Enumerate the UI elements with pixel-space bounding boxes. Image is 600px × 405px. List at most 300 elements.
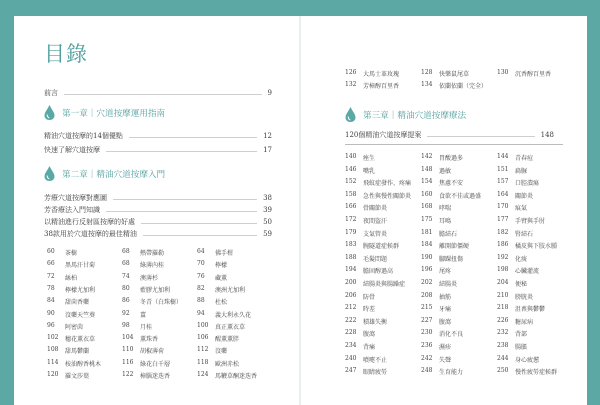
list-item[interactable]	[345, 191, 411, 200]
entry-text: 防骨	[363, 293, 376, 301]
entry-text: 飛蚊症發作、疼痛	[363, 180, 412, 188]
list-item[interactable]	[122, 273, 158, 282]
entry-text: 過敏	[439, 167, 452, 175]
entry-text: 腸脹	[515, 344, 528, 351]
page-number: 248	[421, 367, 433, 375]
toc-entry[interactable]	[345, 130, 554, 140]
page-number: 128	[421, 69, 433, 76]
entry-text: 膽固醇過高	[363, 268, 394, 276]
toc-entry[interactable]	[44, 229, 272, 239]
right-page	[301, 16, 587, 405]
list-item[interactable]	[421, 279, 457, 288]
entry-text: 胃酸過多	[439, 155, 464, 162]
entry-text: 背部	[515, 331, 528, 339]
entry-text: 腹瀉	[363, 331, 376, 339]
list-item[interactable]	[345, 229, 387, 238]
list-item[interactable]	[345, 81, 399, 90]
page-number: 132	[345, 81, 357, 88]
toc-entry[interactable]	[44, 205, 272, 215]
list-item[interactable]	[345, 266, 393, 275]
list-item[interactable]	[345, 241, 399, 250]
list-item[interactable]	[421, 216, 451, 225]
entry-text: 醒薰薰胖	[215, 336, 240, 344]
page-number: 94	[197, 309, 205, 317]
page-number: 104	[122, 334, 134, 342]
list-item[interactable]	[122, 371, 170, 380]
list-item[interactable]	[122, 359, 170, 368]
page-number: 188	[345, 253, 357, 261]
page-number: 112	[197, 346, 209, 354]
list-item[interactable]	[122, 285, 170, 294]
toc-entry-label: 以精油進行反射區按摩的好處	[44, 218, 135, 226]
entry-text: 離開節僵硬	[439, 243, 470, 251]
entry-text: 澳洲尤加利	[215, 286, 246, 294]
entry-text: 膽結石	[439, 230, 458, 238]
oil-drop-icon	[43, 165, 56, 182]
list-item[interactable]	[497, 304, 545, 313]
entry-text: 扁脲	[515, 167, 528, 175]
page-number: 108	[47, 346, 59, 354]
page-number: 183	[345, 241, 357, 249]
list-item[interactable]	[345, 317, 387, 326]
page-number: 196	[421, 266, 433, 274]
page-number: 120	[47, 371, 59, 378]
list-item[interactable]	[345, 166, 375, 175]
entry-text: 抽筋	[439, 293, 452, 301]
list-item[interactable]	[197, 285, 245, 294]
entry-text: 急性與慢性關節炎	[363, 192, 412, 200]
leader-line	[64, 94, 262, 95]
list-item[interactable]	[497, 342, 527, 351]
chapter-heading-3[interactable]	[344, 106, 466, 123]
list-item[interactable]	[497, 367, 557, 376]
list-item[interactable]	[421, 355, 451, 364]
entry-text: 黑馬汗甘菊	[65, 262, 96, 270]
list-item[interactable]	[497, 229, 533, 238]
page-number: 194	[345, 266, 357, 274]
page-number: 90	[47, 309, 55, 317]
page-number: 164	[497, 190, 509, 198]
page-number: 148	[421, 165, 433, 173]
entry-text: 噴嚏不止	[363, 356, 388, 364]
entry-text: 桉油醇香桃木	[65, 360, 102, 368]
list-item[interactable]	[197, 359, 239, 368]
page-number: 68	[122, 248, 130, 255]
page-number: 181	[421, 228, 433, 236]
page-title: 目錄	[44, 42, 88, 66]
list-item[interactable]	[421, 229, 457, 238]
list-item[interactable]	[421, 317, 451, 326]
list-item[interactable]	[497, 317, 533, 326]
page-number: 122	[122, 371, 134, 378]
entry-text: 焦慮不安	[439, 180, 464, 188]
entry-text: 真正薰衣草	[215, 323, 246, 331]
left-page	[14, 16, 300, 405]
entry-text: 沒藥	[215, 348, 228, 356]
chapter-heading-1[interactable]	[43, 104, 165, 121]
page-number: 154	[421, 178, 433, 186]
entry-text: 濕疹	[439, 344, 452, 351]
entry-text: 痤生	[363, 155, 376, 162]
entry-text: 義大利永久花	[215, 311, 252, 319]
leader-line	[427, 136, 534, 137]
leader-line	[106, 211, 257, 212]
entry-text: 心臟灌流	[515, 268, 540, 276]
page-number: 247	[345, 367, 357, 375]
page-number: 215	[421, 304, 433, 312]
page-number: 88	[197, 297, 205, 305]
entry-text: 結腸炎	[439, 281, 458, 288]
page-number: 146	[345, 165, 357, 173]
page-number: 222	[345, 316, 357, 324]
entry-text: 綠花白千層	[140, 360, 171, 368]
list-item[interactable]	[497, 178, 539, 187]
page-number: 118	[197, 358, 209, 366]
entry-text: 胡椒薄荷	[140, 348, 165, 356]
toc-entry-label: 精油穴道按摩的14個優點	[44, 132, 123, 140]
list-item[interactable]	[421, 266, 451, 275]
list-item[interactable]	[197, 334, 239, 343]
list-item[interactable]	[47, 248, 77, 257]
entry-text: 眼睛疲勞	[363, 369, 388, 377]
page-number: 68	[122, 260, 130, 268]
toc-entry-label: 快速了解穴道按摩	[44, 146, 100, 154]
list-item[interactable]	[122, 248, 164, 257]
page-number: 142	[421, 153, 433, 160]
list-item[interactable]	[197, 310, 251, 319]
list-item[interactable]	[345, 292, 375, 301]
entry-text: 關節炎	[515, 192, 534, 200]
page-number: 184	[421, 241, 433, 249]
list-item[interactable]	[47, 371, 89, 380]
entry-text: 結腸炎與腸躁症	[363, 281, 406, 288]
entry-text: 藏薰	[215, 274, 228, 282]
page-number: 84	[47, 297, 55, 305]
entry-text: 芳樟醇百里香	[363, 83, 400, 90]
entry-text: 甜馬鬱蘭	[65, 348, 90, 356]
list-item[interactable]	[47, 260, 95, 269]
page-number: 144	[497, 153, 509, 160]
page-number: 242	[421, 354, 433, 362]
list-item[interactable]	[421, 254, 463, 263]
page-number: 190	[421, 253, 433, 261]
entry-text: 口腔潰瘍	[515, 180, 540, 188]
list-item[interactable]	[345, 304, 375, 313]
oil-drop-icon	[344, 106, 357, 123]
toc-entry-preface[interactable]	[44, 88, 272, 98]
page-number: 192	[497, 253, 509, 261]
entry-text: 哮喘	[439, 205, 452, 213]
list-item[interactable]	[345, 367, 387, 376]
list-item[interactable]	[122, 334, 158, 343]
entry-text: 大馬士革玫瑰	[363, 71, 400, 78]
entry-text: 身心疲憊	[515, 356, 540, 364]
toc-entry-page: 59	[263, 230, 272, 238]
page-number: 226	[497, 316, 509, 324]
page-number: 166	[345, 203, 357, 211]
entry-text: 杜松	[215, 299, 228, 307]
list-item[interactable]	[497, 355, 539, 364]
page-number: 100	[197, 321, 209, 329]
list-item[interactable]	[47, 273, 77, 282]
list-item[interactable]	[421, 153, 463, 162]
list-item[interactable]	[197, 297, 227, 306]
entry-text: 手臂與手肘	[515, 218, 546, 225]
list-item[interactable]	[197, 346, 227, 355]
list-item[interactable]	[122, 260, 164, 269]
entry-text: 薰珠香	[140, 336, 159, 344]
page-number: 151	[497, 165, 509, 173]
entry-text: 膀胱炎	[515, 293, 534, 301]
toc-entry[interactable]	[44, 217, 272, 227]
entry-text: 馬鞭草酮迷迭香	[215, 373, 258, 380]
toc-entry-page: 9	[267, 89, 272, 97]
page-number: 158	[345, 190, 357, 198]
toc-entry[interactable]	[44, 131, 272, 141]
list-item[interactable]	[497, 191, 533, 200]
page-number: 70	[197, 260, 205, 268]
page-number: 96	[47, 321, 55, 329]
toc-entry-label: 120個精油穴道按摩提案	[345, 131, 422, 139]
page-number: 218	[497, 304, 509, 312]
page-number: 86	[122, 297, 130, 305]
page-number: 106	[197, 334, 209, 342]
list-item[interactable]	[197, 371, 257, 380]
list-item[interactable]	[421, 367, 463, 376]
page-number: 250	[497, 367, 509, 375]
chapter-heading-2[interactable]	[43, 165, 165, 182]
entry-text: 沒藥天竺葵	[65, 311, 96, 319]
entry-text: 牙痛	[439, 306, 452, 314]
entry-text: 腎結石	[515, 230, 534, 238]
list-item[interactable]	[345, 153, 375, 162]
leader-line	[143, 235, 257, 236]
entry-text: 糖尿病	[515, 318, 534, 326]
page-number: 202	[421, 279, 433, 286]
toc-entry-label: 芳療穴道按摩對應圖	[44, 194, 107, 202]
entry-text: 熱帶羅勒	[140, 250, 165, 257]
list-item[interactable]	[421, 81, 487, 90]
toc-entry[interactable]	[44, 193, 272, 203]
page-number: 124	[197, 371, 209, 378]
list-item[interactable]	[47, 359, 101, 368]
list-item[interactable]	[421, 191, 481, 200]
entry-text: 月桂	[140, 323, 153, 331]
page-number: 130	[497, 69, 509, 76]
page-number: 186	[497, 241, 509, 249]
entry-text: 佛手柑	[215, 250, 234, 257]
page-number: 78	[47, 284, 55, 292]
page-number: 98	[122, 321, 130, 329]
page-number: 227	[421, 316, 433, 324]
list-item[interactable]	[421, 69, 469, 78]
toc-entry-page: 17	[263, 146, 272, 154]
entry-text: 甜茴香藥	[65, 299, 90, 307]
page-number: 64	[197, 248, 205, 255]
list-item[interactable]	[197, 322, 245, 331]
list-item[interactable]	[345, 254, 387, 263]
entry-text: 茶樹	[65, 250, 78, 257]
entry-text: 尾疼	[439, 268, 452, 276]
toc-entry-page: 39	[263, 206, 272, 214]
list-item[interactable]	[497, 292, 533, 301]
page-number: 160	[421, 190, 433, 198]
page-number: 102	[47, 334, 59, 342]
entry-text: 羅文莎葉	[65, 373, 90, 380]
list-item[interactable]	[47, 285, 95, 294]
entry-text: 生育能力	[439, 369, 464, 377]
list-item[interactable]	[47, 310, 95, 319]
page-number: 212	[345, 304, 357, 312]
list-item[interactable]	[497, 254, 527, 263]
page-number: 74	[122, 272, 130, 280]
page-number: 110	[122, 346, 134, 354]
page-number: 114	[47, 358, 59, 366]
page-number: 198	[497, 266, 509, 274]
list-item[interactable]	[421, 203, 451, 212]
list-item[interactable]	[122, 322, 152, 331]
entry-text: 痕氣	[515, 205, 528, 213]
entry-text: 毛髮問題	[363, 255, 388, 263]
list-item[interactable]	[497, 279, 527, 288]
entry-text: 薑	[140, 311, 147, 319]
page-number: 76	[197, 272, 205, 280]
entry-text: 絲柏	[65, 274, 78, 282]
page-number: 126	[345, 69, 357, 76]
entry-text: 青春痘	[515, 155, 534, 162]
page-number: 228	[345, 329, 357, 337]
leader-line	[106, 151, 257, 152]
entry-text: 耳鳴	[439, 218, 452, 225]
entry-text: 便秘	[515, 281, 528, 288]
chapter-title: 第三章｜精油穴道按摩療法	[363, 110, 467, 121]
entry-text: 腕隧道症候群	[363, 243, 400, 251]
page-number: 157	[497, 178, 509, 186]
page-number: 234	[345, 342, 357, 349]
page-number: 82	[197, 284, 205, 292]
page-number: 134	[421, 81, 433, 88]
list-item[interactable]	[421, 292, 451, 301]
page-number: 210	[497, 291, 509, 299]
list-item[interactable]	[497, 69, 551, 78]
toc-entry-page: 12	[263, 132, 272, 140]
toc-entry-label: 38款用於穴道按摩的最佳精油	[44, 230, 137, 238]
list-item[interactable]	[122, 310, 146, 319]
page-number: 236	[421, 342, 433, 349]
list-item[interactable]	[497, 203, 527, 212]
toc-entry[interactable]	[44, 145, 272, 155]
list-item[interactable]	[345, 203, 387, 212]
list-item[interactable]	[497, 241, 557, 250]
list-item[interactable]	[47, 346, 89, 355]
entry-text: 歐洲赤松	[215, 360, 240, 368]
list-item[interactable]	[47, 297, 89, 306]
page-number: 60	[47, 248, 55, 255]
entry-text: 背痛	[363, 344, 376, 351]
entry-text: 綠薄內桂	[140, 262, 165, 270]
leader-line	[129, 137, 257, 138]
list-item[interactable]	[47, 334, 95, 343]
list-item[interactable]	[345, 342, 375, 351]
list-item[interactable]	[345, 355, 387, 364]
entry-text: 腳踝扭傷	[439, 255, 464, 263]
entry-text: 橘皮與下肢水腫	[515, 243, 558, 251]
list-item[interactable]	[122, 346, 164, 355]
list-item[interactable]	[421, 166, 451, 175]
page-number: 232	[497, 329, 509, 337]
entry-text: 骨關節炎	[363, 205, 388, 213]
list-item[interactable]	[497, 329, 527, 338]
list-item[interactable]	[421, 329, 463, 338]
entry-text: 夜間盜汗	[363, 218, 388, 225]
list-item[interactable]	[122, 297, 182, 306]
list-item[interactable]	[421, 342, 451, 351]
page-number: 152	[345, 178, 357, 186]
entry-text: 樟腦迷迭香	[140, 373, 171, 380]
entry-text: 依蘭依蘭（完全）	[439, 83, 488, 90]
list-item[interactable]	[421, 304, 451, 313]
list-item[interactable]	[345, 329, 375, 338]
list-item[interactable]	[421, 241, 469, 250]
page-number: 72	[47, 272, 55, 280]
page-number: 168	[421, 203, 433, 211]
entry-text: 檸檬	[215, 262, 228, 270]
chapter-title: 第一章｜穴道按摩運用指南	[62, 108, 166, 119]
toc-entry-label: 芳香療法入門知識	[44, 206, 100, 214]
entry-text: 澳薄杉	[140, 274, 159, 282]
page-number: 240	[345, 354, 357, 362]
entry-text: 沮喪與鬱鬱	[515, 306, 546, 314]
page-number: 140	[345, 153, 357, 160]
page-number: 244	[497, 354, 509, 362]
list-item[interactable]	[345, 178, 411, 187]
list-item[interactable]	[47, 322, 83, 331]
list-item[interactable]	[345, 279, 405, 288]
entry-text: 沉香醇百里香	[515, 71, 552, 78]
page-number: 182	[497, 228, 509, 236]
entry-text: 檸檬尤加利	[65, 286, 96, 294]
list-item[interactable]	[197, 273, 227, 282]
list-item[interactable]	[345, 216, 387, 225]
list-item[interactable]	[345, 69, 399, 78]
toc-entry-page: 148	[540, 131, 554, 139]
entry-text: 慢性疲勞症候群	[515, 369, 558, 377]
entry-text: 快樂鼠尾草	[439, 71, 470, 78]
page-number: 208	[421, 291, 433, 299]
page-number: 200	[345, 279, 357, 286]
page-number: 206	[345, 291, 357, 299]
page-number: 116	[122, 358, 134, 366]
list-item[interactable]	[497, 216, 545, 225]
page-number: 204	[497, 279, 509, 286]
list-item[interactable]	[421, 178, 463, 187]
list-item[interactable]	[197, 248, 233, 257]
toc-entry-page: 50	[263, 218, 272, 226]
list-item[interactable]	[497, 266, 539, 275]
page-number: 172	[345, 216, 357, 223]
entry-text: 冬青（白珠樹）	[140, 299, 183, 307]
leader-line	[141, 223, 257, 224]
list-item[interactable]	[497, 166, 527, 175]
entry-text: 化痰	[515, 255, 528, 263]
list-item[interactable]	[497, 153, 533, 162]
list-item[interactable]	[197, 260, 227, 269]
page-number: 230	[421, 329, 433, 337]
leader-line	[113, 199, 257, 200]
page-number: 177	[497, 216, 509, 223]
toc-entry-label: 前言	[44, 89, 58, 97]
page-number: 238	[497, 342, 509, 349]
